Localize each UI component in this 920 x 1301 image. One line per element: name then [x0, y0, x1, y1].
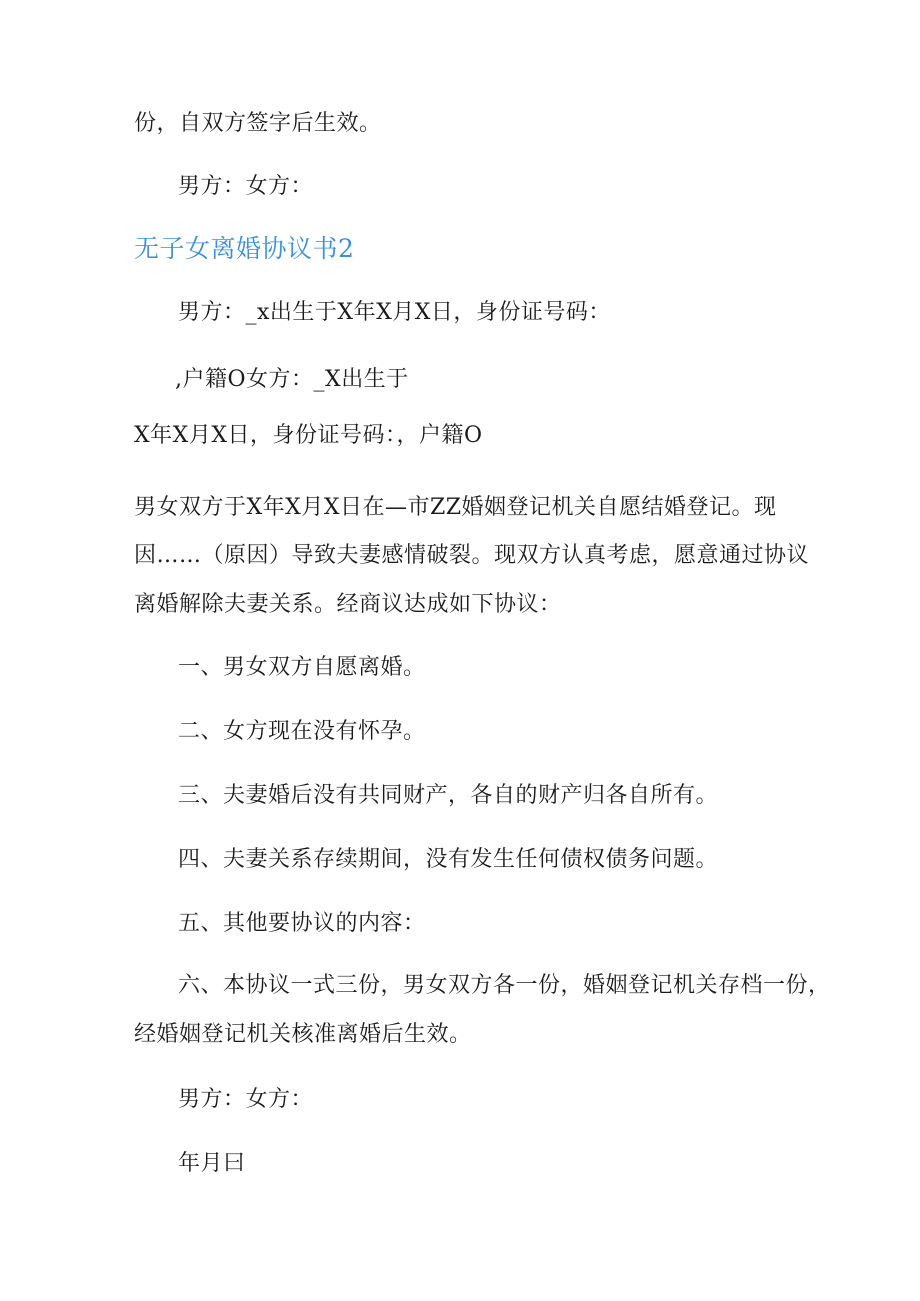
signature-line: 男方：女方： [178, 174, 314, 199]
agreement-item: 四、夫妻关系存续期间，没有发生任何债权债务问题。 [178, 847, 719, 872]
paragraph-line: 男方：_x出生于X年X月X日，身份证号码： [178, 300, 611, 325]
paragraph-line: ,户籍O女方：_X出生于 [175, 367, 409, 392]
paragraph-line: 因……（原因）导致夫妻感情破裂。现双方认真考虑，愿意通过协议 [134, 543, 810, 568]
paragraph-line: 经婚姻登记机关核准离婚后生效。 [134, 1022, 472, 1047]
paragraph-line: 男女双方于X年X月X日在—市ZZ婚姻登记机关自愿结婚登记。现 [134, 495, 777, 520]
agreement-item: 三、夫妻婚后没有共同财产，各自的财产归各自所有。 [178, 783, 719, 808]
agreement-item: 六、本协议一式三份，男女双方各一份，婚姻登记机关存档一份， [178, 973, 831, 998]
paragraph-line: 份，自双方签字后生效。 [134, 111, 382, 136]
paragraph-line: X年X月X日，身份证号码：，户籍O [134, 423, 483, 448]
agreement-item: 二、女方现在没有怀孕。 [178, 719, 426, 744]
agreement-item: 五、其他要协议的内容： [178, 911, 426, 936]
section-title: 无子女离婚协议书2 [134, 234, 355, 263]
date-line: 年月曰 [178, 1151, 246, 1176]
agreement-item: 一、男女双方自愿离婚。 [178, 655, 426, 680]
signature-line: 男方：女方： [178, 1087, 314, 1112]
paragraph-line: 离婚解除夫妻关系。经商议达成如下协议： [134, 592, 562, 617]
